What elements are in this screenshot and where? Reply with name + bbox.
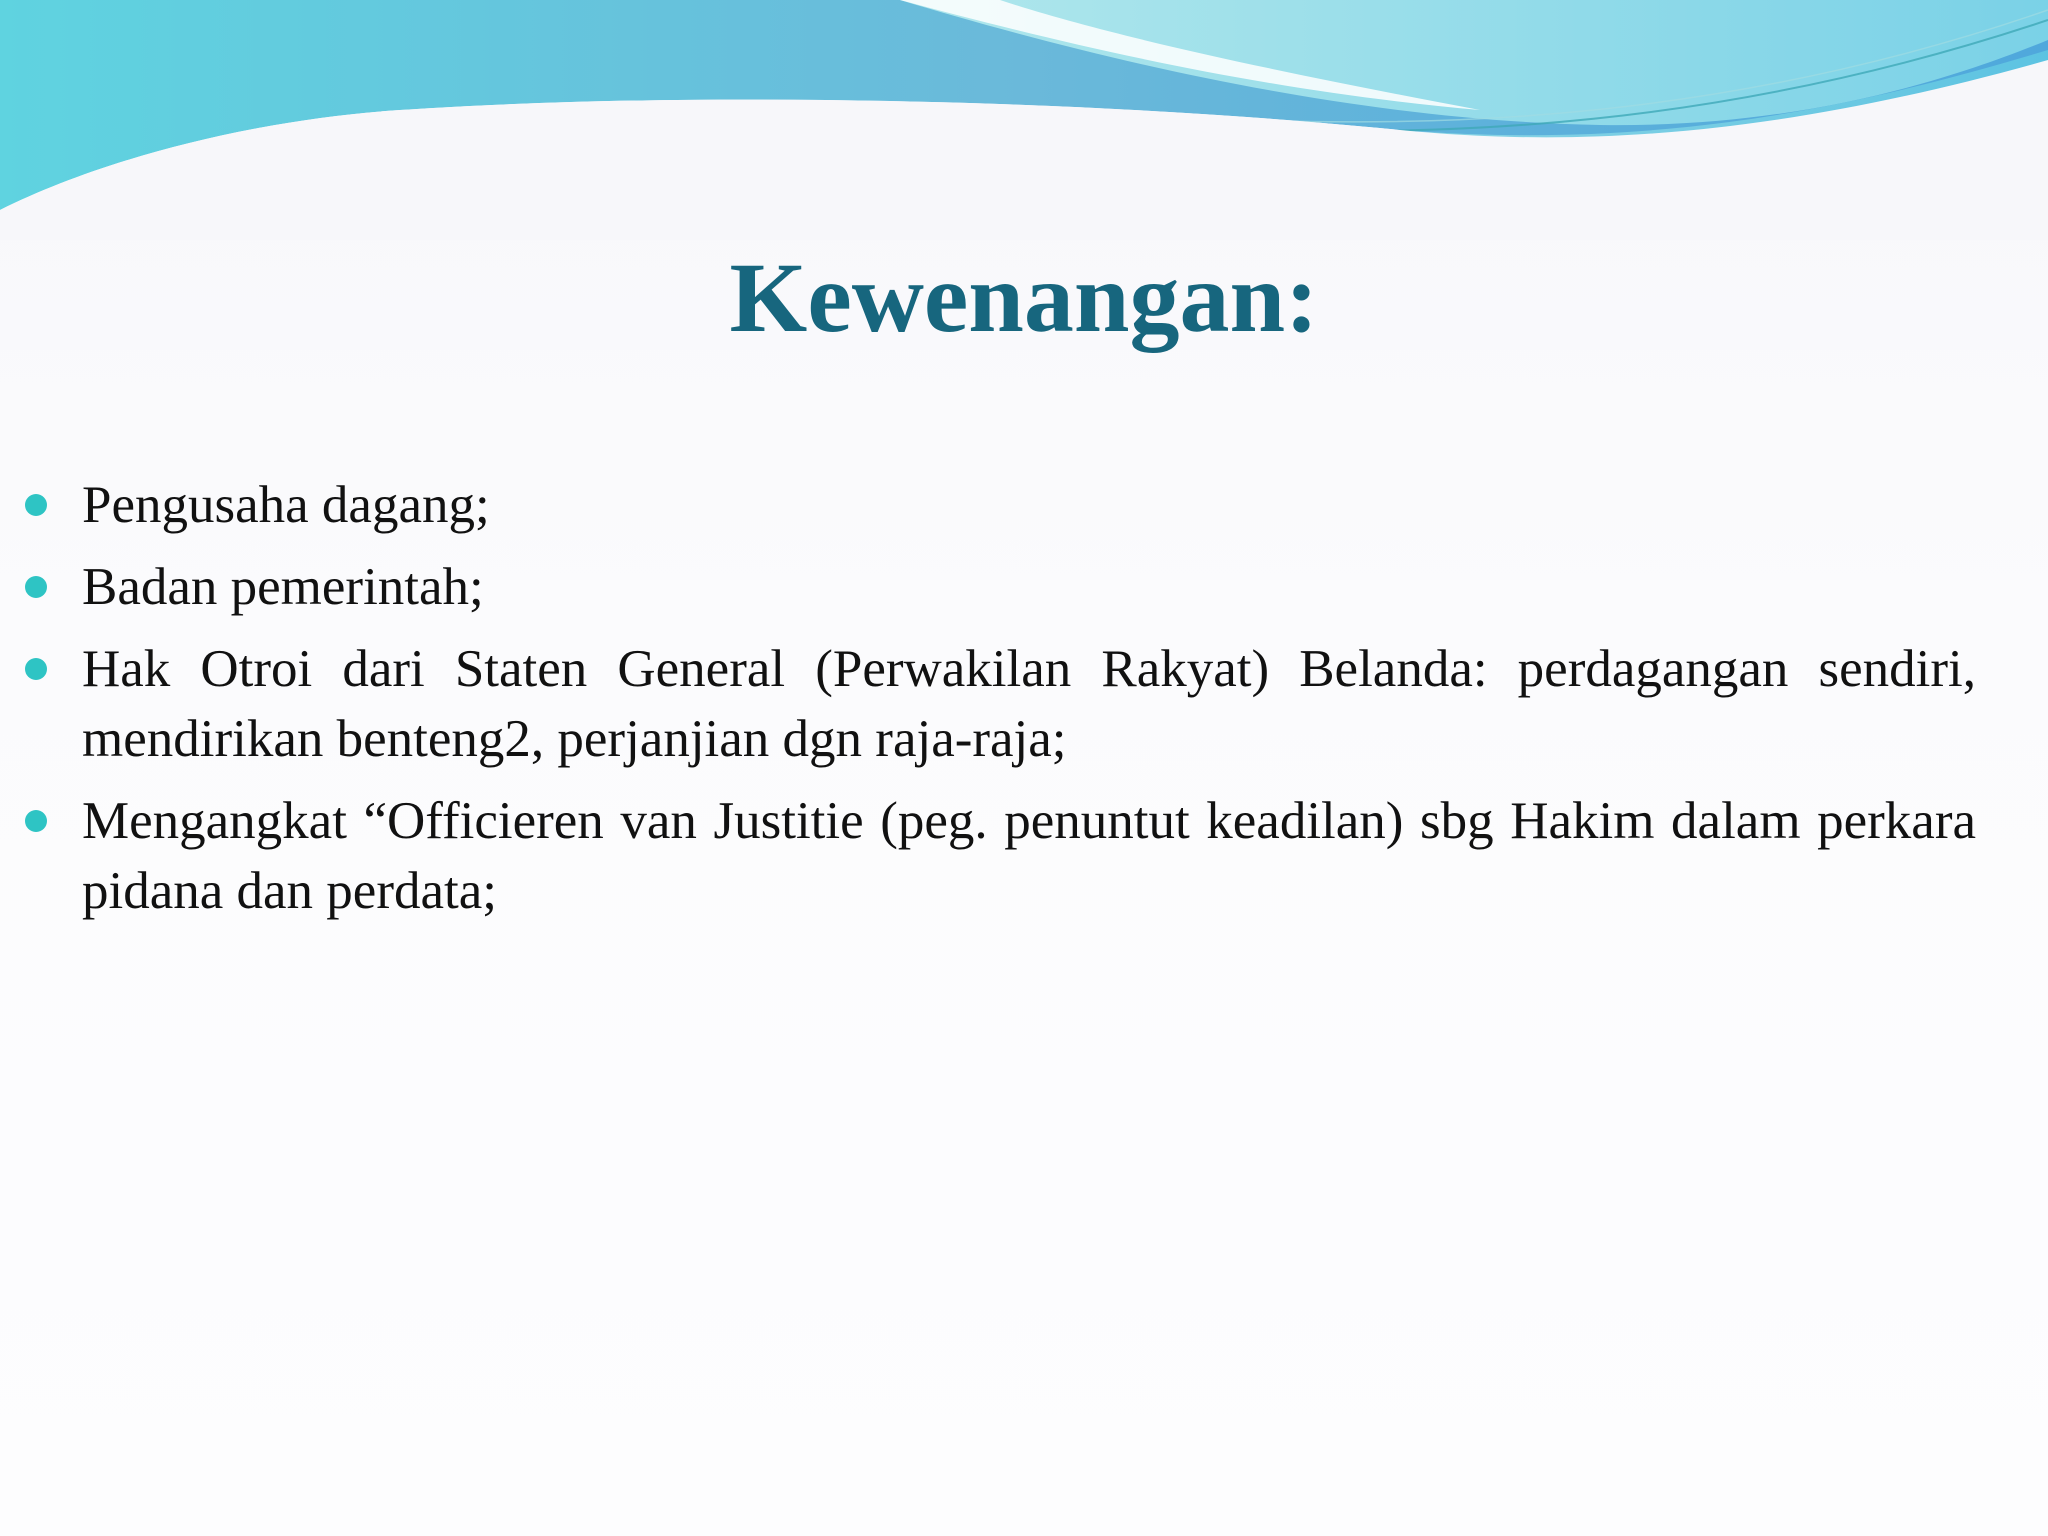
bullet-text: Pengusaha dagang; — [82, 476, 490, 534]
bullet-item — [0, 552, 2048, 622]
bullet-text: Hak Otroi dari Staten General (Perwakilan Rakyat) Belanda: perdagangan sendiri, mendirikan benteng2, perjanjian dgn raja-raja; — [82, 640, 1976, 768]
bullet-item — [0, 470, 2048, 540]
bullet-dot-icon — [25, 576, 47, 598]
bullet-list — [0, 470, 2048, 938]
bullet-item — [0, 786, 2048, 926]
decorative-wave-header — [0, 0, 2048, 240]
bullet-dot-icon — [25, 494, 47, 516]
bullet-dot-icon — [25, 810, 47, 832]
bullet-text: Badan pemerintah; — [82, 558, 484, 616]
slide-title: Kewenangan: — [729, 242, 1319, 353]
bullet-item — [0, 634, 2048, 774]
bullet-dot-icon — [25, 658, 47, 680]
bullet-text: Mengangkat “Officieren van Justitie (peg. penuntut keadilan) sbg Hakim dalam perkara pidana dan perdata; — [82, 792, 1976, 920]
